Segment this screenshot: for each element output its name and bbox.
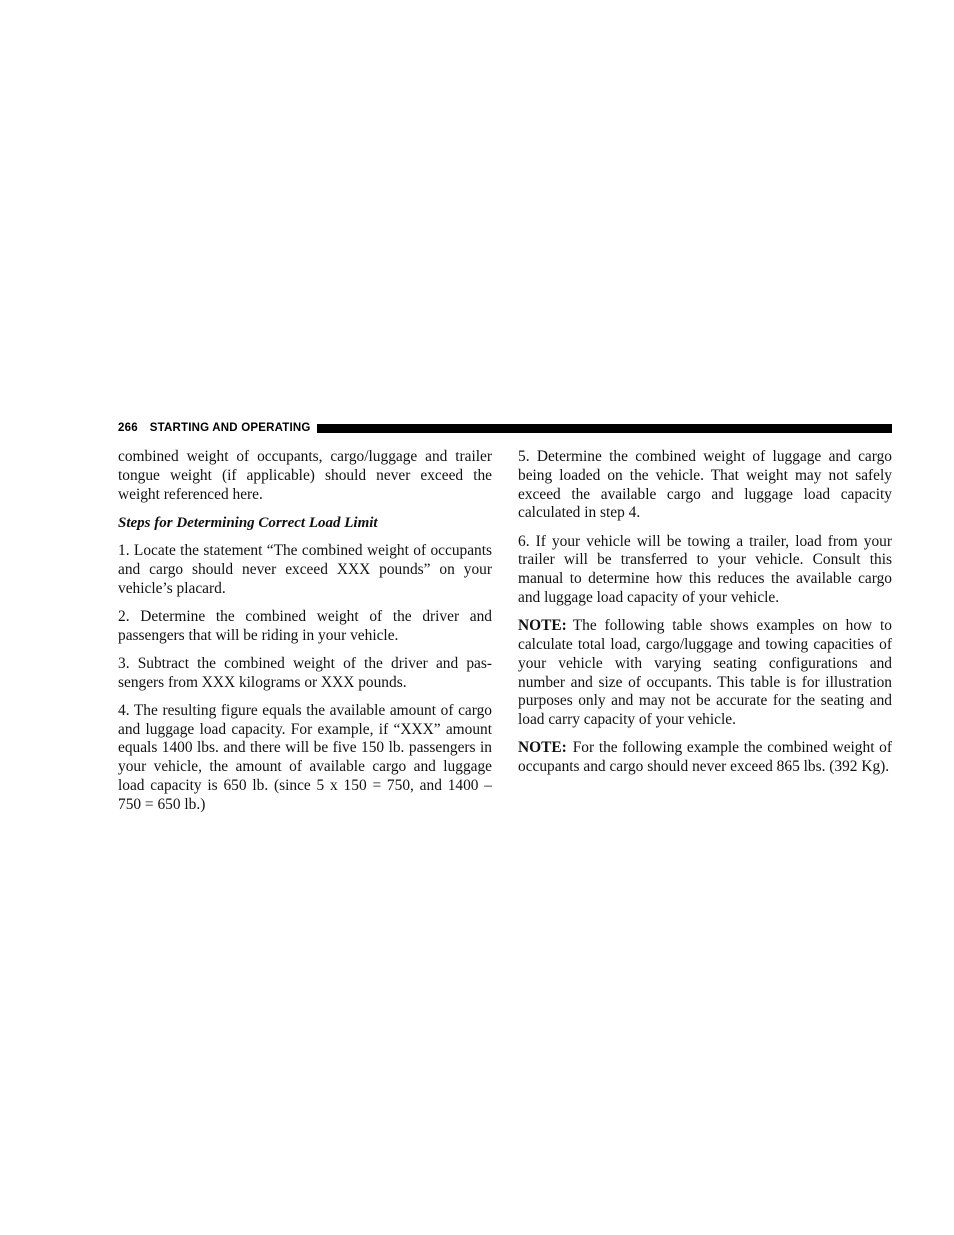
step-6: 6. If your vehicle will be towing a trailer, load from your trailer will be transferred to your vehicle. Consult this manual to determine how this reduces the available cargo and luggage load capacity of your vehicle.	[518, 532, 892, 606]
step-5: 5. Determine the combined weight of luggage and cargo being loaded on the vehicle. That weight may not safely exceed the available cargo and luggage load capacity calculated in step 4.	[518, 448, 892, 522]
page-number: 266	[118, 422, 138, 434]
note-1-text: The following table shows examples on how to calculate total load, cargo/luggage and towing capacities of your vehicle with varying seating configurations and number and size of occupants. This table is for illustration purposes only and may not be accurate for the seating and load carry capacity of your vehicle.	[518, 617, 892, 729]
note-2-text: For the following example the combined weight of occupants and cargo should never exceed 865 lbs. (392 Kg).	[518, 739, 892, 776]
right-column	[518, 448, 892, 786]
intro-paragraph: combined weight of occupants, cargo/luggage and trailer tongue weight (if applicable) should never exceed the weight referenced here.	[118, 448, 492, 503]
step-2: 2. Determine the combined weight of the driver and passengers that will be riding in your vehicle.	[118, 607, 492, 644]
note-1-label: NOTE:	[518, 617, 567, 635]
step-4: 4. The resulting figure equals the available amount of cargo and luggage load capacity. For example, if “XXX” amount equals 1400 lbs. and there will be five 150 lb. passengers in your vehicle, the amount of available cargo and luggage load capacity is 650 lb. (since 5 x 150 = 750, and 1400 – 750 = 650 lb.)	[118, 701, 492, 813]
section-title: STARTING AND OPERATING	[149, 422, 311, 434]
step-1: 1. Locate the statement “The combined weight of occupants and cargo should never exceed XXX pounds” on your vehicle’s placard.	[118, 541, 492, 597]
page-header	[118, 419, 892, 437]
steps-heading: Steps for Determining Correct Load Limit	[118, 514, 378, 531]
step-3: 3. Subtract the combined weight of the driver and passengers from XXX kilograms or XXX pounds.	[118, 654, 492, 691]
header-rule	[317, 424, 892, 433]
note-1	[518, 617, 892, 730]
left-column	[118, 448, 492, 824]
note-2	[518, 739, 892, 777]
note-2-label: NOTE:	[518, 739, 567, 757]
